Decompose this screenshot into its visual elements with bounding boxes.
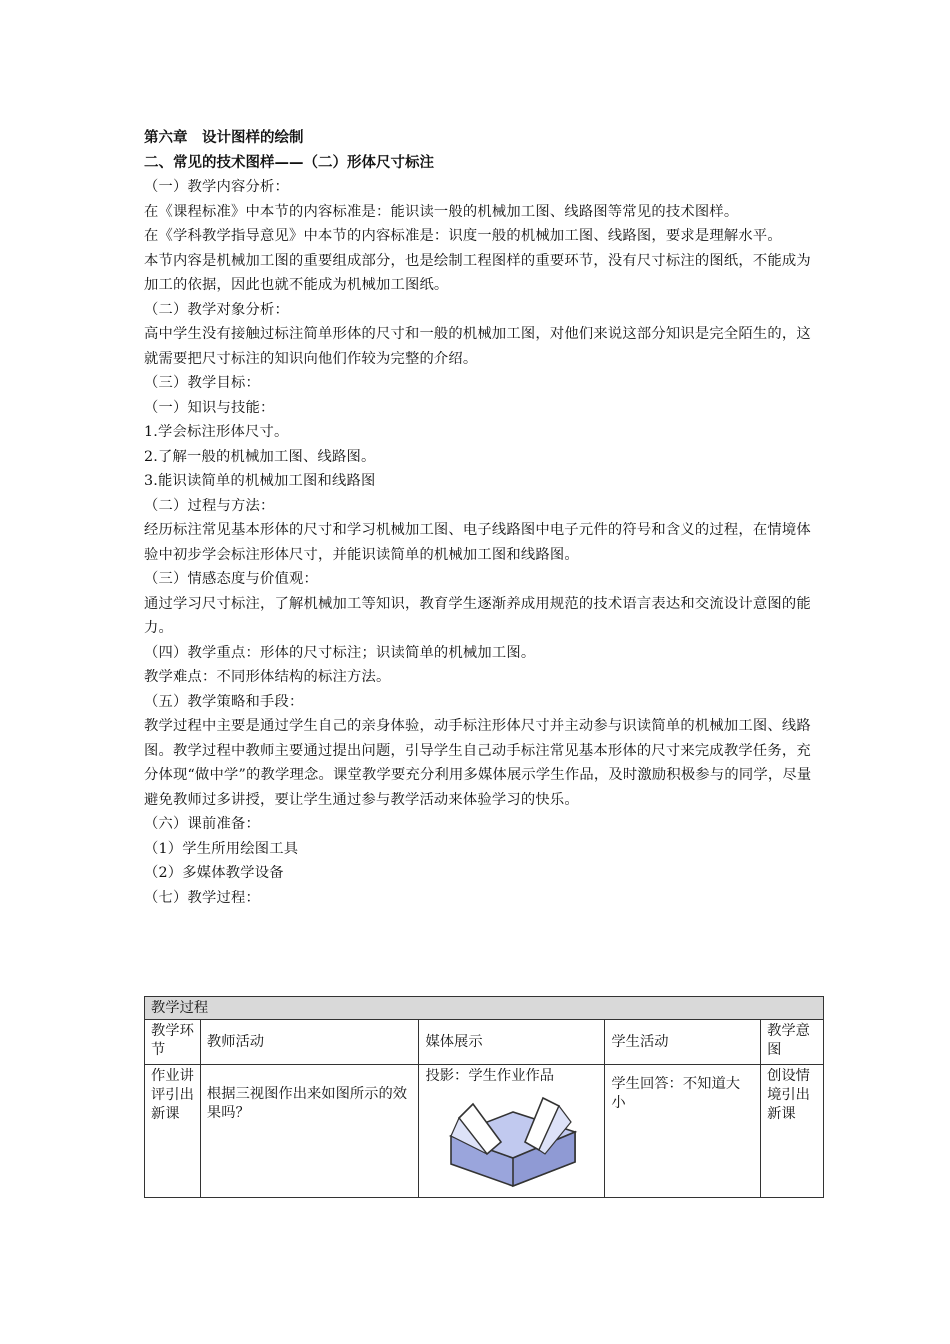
student-work-3d-shape-image — [447, 1092, 579, 1188]
paragraph: （一）知识与技能： — [144, 399, 275, 416]
cell-intent: 创设情境引出新课 — [761, 1065, 824, 1198]
teacher-activity-text: 根据三视图作出来如图所示的效果吗？ — [206, 1086, 408, 1121]
paragraph: （四）教学重点：形体的尺寸标注；识读简单的机械加工图。 — [144, 644, 536, 661]
paragraph: 3.能识读简单的机械加工图和线路图 — [144, 473, 376, 489]
cell-media — [419, 1065, 605, 1198]
document-body — [144, 126, 824, 910]
paragraph: （三）教学目标： — [144, 375, 260, 391]
paragraph: 在《学科教学指导意见》中本节的内容标准是：识度一般的机械加工图、线路图，要求是理解水平。 — [144, 228, 782, 244]
section-title: 二、常见的技术图样——（二）形体尺寸标注 — [144, 154, 434, 171]
paragraph: （七）教学过程： — [144, 889, 260, 906]
paragraph: 本节内容是机械加工图的重要组成部分，也是绘制工程图样的重要环节，没有尺寸标注的图纸，不能成为加工的依据，因此也就不能成为机械加工图纸。 — [144, 252, 811, 293]
chapter-title: 第六章 设计图样的绘制 — [144, 130, 304, 146]
paragraph: 教学难点：不同形体结构的标注方法。 — [144, 669, 391, 685]
paragraph: 经历标注常见基本形体的尺寸和学习机械加工图、电子线路图中电子元件的符号和含义的过程，在情境体验中初步学会标注形体尺寸，并能识读简单的机械加工图和线路图。 — [144, 522, 811, 563]
paragraph: 1.学会标注形体尺寸。 — [144, 424, 289, 440]
paragraph: （一）教学内容分析： — [144, 179, 289, 195]
paragraph: （二）教学对象分析： — [144, 301, 289, 318]
paragraph: （1）学生所用绘图工具 — [144, 840, 299, 857]
table-row — [145, 1065, 824, 1198]
cell-student — [605, 1065, 761, 1198]
paragraph: （五）教学策略和手段： — [144, 693, 304, 710]
cell-stage: 作业讲评引出新课 — [145, 1065, 201, 1198]
column-header-intent: 教学意图 — [761, 1020, 824, 1065]
column-header-media: 媒体展示 — [419, 1020, 605, 1065]
paragraph: （三）情感态度与价值观： — [144, 571, 318, 587]
paragraph: 通过学习尺寸标注，了解机械加工等知识，教育学生逐渐养成用规范的技术语言表达和交流设计意图的能力。 — [144, 595, 811, 636]
teaching-process-table — [144, 996, 824, 1198]
paragraph: 教学过程中主要是通过学生自己的亲身体验，动手标注形体尺寸并主动参与识读简单的机械加工图、线路图。教学过程中教师主要通过提出问题，引导学生自己动手标注常见基本形体的尺寸来完成教学任务，充分体现“做中学”的教学理念。课堂教学要充分利用多媒体展示学生作品，及时激励积极参与的同学，尽量避免教师过多讲授，要让学生通过参与教学活动来体验学习的快乐。 — [144, 718, 812, 808]
paragraph: 在《课程标准》中本节的内容标准是：能识读一般的机械加工图、线路图等常见的技术图样。 — [144, 203, 739, 220]
paragraph: （六）课前准备： — [144, 816, 260, 832]
paragraph: 高中学生没有接触过标注简单形体的尺寸和一般的机械加工图，对他们来说这部分知识是完全陌生的，这就需要把尺寸标注的知识向他们作较为完整的介绍。 — [144, 326, 811, 367]
cell-teacher — [200, 1065, 419, 1198]
table-header: 教学过程 — [145, 997, 824, 1020]
student-activity-text: 学生回答：不知道大小 — [611, 1076, 741, 1111]
column-header-teacher: 教师活动 — [200, 1020, 419, 1065]
paragraph: （二）过程与方法： — [144, 497, 275, 514]
media-text: 投影：学生作业作品 — [425, 1068, 555, 1084]
paragraph: （2）多媒体教学设备 — [144, 865, 284, 881]
column-header-student: 学生活动 — [605, 1020, 761, 1065]
paragraph: 2.了解一般的机械加工图、线路图。 — [144, 448, 376, 465]
column-header-stage: 教学环节 — [145, 1020, 201, 1065]
